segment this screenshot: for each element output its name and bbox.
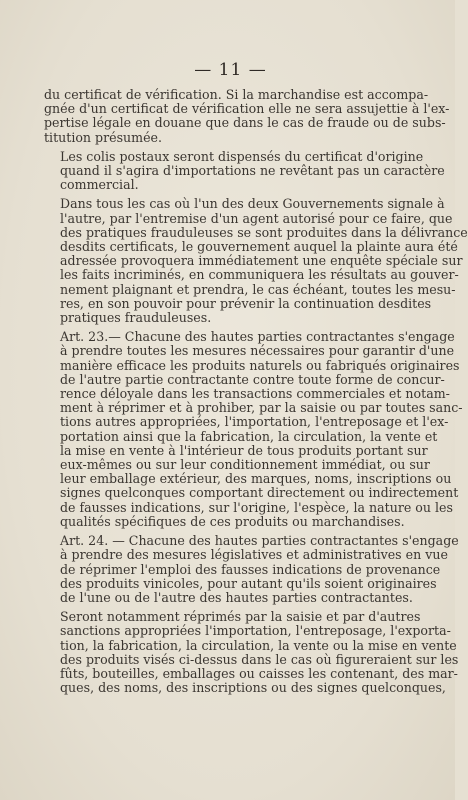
text-line: Les colis postaux seront dispensés du certificat d'origine — [60, 148, 424, 164]
text-line: du certificat de vérification. Si la marchandise est accompa- — [44, 87, 429, 102]
paragraph — [44, 609, 459, 696]
text-line: à prendre toutes les mesures nécessaires pour garantir d'une — [60, 343, 455, 359]
page-number: — 11 — — [194, 60, 267, 80]
text-line: titution présumée. — [44, 129, 163, 145]
text-line: fûts, bouteilles, emballages ou caisses les contenant, des mar- — [60, 665, 458, 681]
text-line: ment à réprimer et à prohiber, par la saisie ou par toutes sanc- — [60, 400, 463, 416]
text-line: sanctions appropriées l'importation, l'entreposage, l'exporta- — [60, 623, 451, 639]
text-line: les faits incriminés, en communiquera les résultats au gouver- — [60, 267, 459, 283]
paragraph — [44, 196, 468, 326]
text-line: l'autre, par l'entremise d'un agent autorisé pour ce faire, que — [60, 210, 453, 226]
text-line: ques, des noms, des inscriptions ou des signes quelconques, — [60, 680, 446, 696]
text-line: nement plaignant et prendra, le cas échéant, toutes les mesu- — [60, 281, 456, 297]
text-line: des pratiques frauduleuses se sont produites dans la délivrance — [60, 224, 468, 240]
text-line: la mise en vente à l'intérieur de tous produits portant sur — [60, 442, 428, 458]
text-line: manière efficace les produits naturels ou fabriqués originaires — [60, 357, 460, 373]
text-line: signes quelconques comportant directement ou indirectement — [60, 485, 459, 501]
text-line: de l'autre partie contractante contre toute forme de concur- — [60, 371, 445, 387]
text-line: adressée provoquera immédiatement une enquête spéciale sur — [60, 253, 463, 269]
page-body-text — [44, 87, 468, 696]
text-line: à prendre des mesures législatives et administratives en vue — [60, 547, 448, 563]
text-line: des produits vinicoles, pour autant qu'ils soient originaires — [60, 575, 437, 591]
text-line: des produits visés ci-dessus dans le cas où figureraient sur les — [60, 651, 459, 667]
text-line: portation ainsi que la fabrication, la circulation, la vente et — [60, 428, 438, 444]
text-line: res, en son pouvoir pour prévenir la continuation desdites — [60, 295, 432, 311]
text-line: rence déloyale dans les transactions commerciales et notam- — [60, 386, 450, 402]
text-line: Dans tous les cas où l'un des deux Gouvernements signale à — [60, 196, 445, 212]
text-line: quand il s'agira d'importations ne revêtant pas un caractère — [60, 163, 445, 179]
text-line: Art. 24. — Chacune des hautes parties contractantes s'engage — [60, 533, 459, 549]
text-line: pertise légale en douane que dans le cas de fraude ou de subs- — [44, 115, 446, 131]
text-line: leur emballage extérieur, des marques, noms, inscriptions ou — [60, 471, 452, 487]
text-line: de fausses indications, sur l'origine, l'espèce, la nature ou les — [60, 499, 453, 515]
text-line: tion, la fabrication, la circulation, la vente ou la mise en vente — [60, 637, 457, 653]
text-line: pratiques frauduleuses. — [60, 310, 212, 326]
text-line: gnée d'un certificat de vérification elle ne sera assujettie à l'ex- — [44, 101, 450, 117]
text-line: eux-mêmes ou sur leur conditionnement immédiat, ou sur — [60, 457, 430, 473]
text-line: qualités spécifiques de ces produits ou marchandises. — [60, 513, 405, 529]
text-line: Seront notamment réprimés par la saisie et par d'autres — [60, 609, 421, 625]
paragraph — [44, 329, 463, 529]
paragraph — [44, 148, 445, 193]
text-line: Art. 23.— Chacune des hautes parties contractantes s'engage — [60, 329, 455, 345]
text-line: commercial. — [60, 177, 139, 193]
paragraph — [44, 533, 459, 605]
text-line: de l'une ou de l'autre des hautes parties contractantes. — [60, 589, 413, 605]
text-line: tions autres appropriées, l'importation, l'entreposage et l'ex- — [60, 414, 449, 430]
paragraph — [44, 87, 450, 145]
text-line: de réprimer l'emploi des fausses indications de provenance — [60, 561, 441, 577]
text-line: desdits certificats, le gouvernement auquel la plainte aura été — [60, 239, 458, 255]
